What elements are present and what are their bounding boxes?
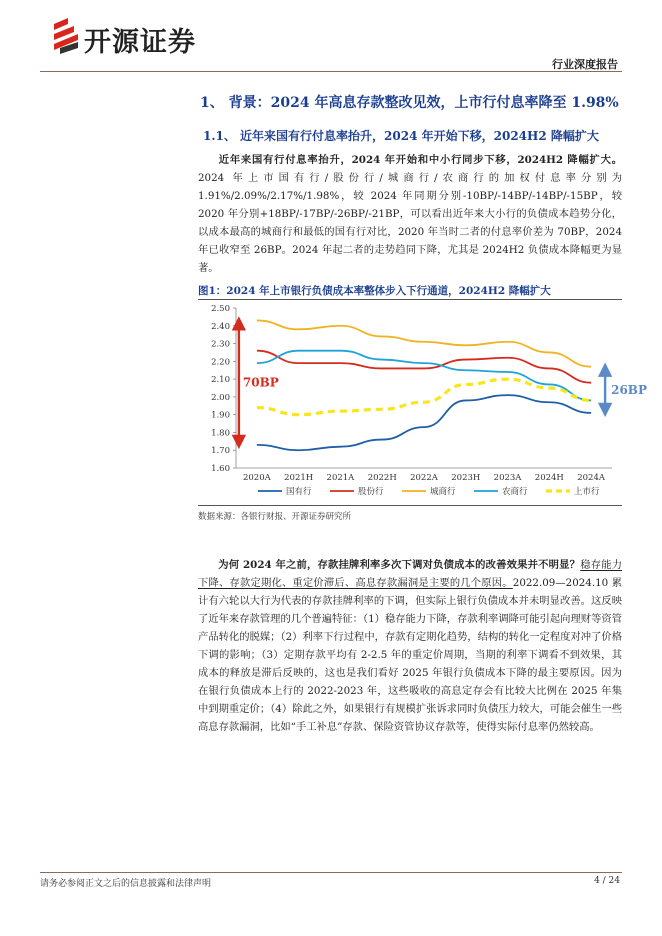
series-line-农商行 (257, 351, 591, 401)
legend-label-国有行: 国有行 (286, 487, 312, 497)
series-line-股份行 (257, 351, 591, 383)
figure-source: 数据来源：各银行财报、开源证券研究所 (198, 512, 352, 522)
legend-label-股份行: 股份行 (358, 487, 384, 497)
x-tick-label: 2024A (577, 473, 606, 483)
y-tick-label: 1.60 (211, 464, 230, 474)
paragraph-1 (198, 151, 622, 277)
legend-label-城商行: 城商行 (430, 487, 456, 497)
brand-logo-icon (50, 18, 80, 56)
x-tick-label: 2021A (326, 473, 355, 483)
line-chart (198, 300, 647, 504)
x-tick-label: 2023A (493, 473, 522, 483)
y-tick-label: 2.50 (211, 304, 230, 314)
header-divider (40, 71, 622, 72)
x-tick-label: 2022H (367, 473, 397, 483)
paragraph-2 (198, 556, 622, 736)
annotation-label-70BP: 70BP (242, 375, 279, 390)
y-tick-label: 1.90 (211, 410, 230, 421)
x-tick-label: 2021H (284, 473, 314, 483)
legend-label-农商行: 农商行 (502, 487, 528, 497)
footer-divider (40, 872, 622, 873)
report-type: 行业深度报告 (552, 58, 618, 71)
brand-name: 开源证券 (84, 27, 196, 58)
annotation-label-26BP: 26BP (611, 382, 647, 397)
y-tick-label: 2.00 (211, 392, 230, 403)
y-tick-label: 1.70 (211, 446, 230, 457)
x-tick-label: 2024H (534, 473, 564, 483)
y-tick-label: 1.80 (211, 428, 230, 439)
x-tick-label: 2023H (451, 473, 481, 483)
page-number: 4 / 24 (594, 876, 620, 886)
footer-disclaimer: 请务必参阅正文之后的信息披露和法律声明 (40, 879, 212, 889)
y-tick-label: 2.30 (211, 339, 230, 350)
paragraph-1-body: 2024 年上市国有行/股份行/城商行/农商行的加权付息率分别为 1.91%/2.09%/2.17%/1.98%，较 2024 年同期分别-10BP/-14BP/-14BP/-15BP，较 2020 年分别+18BP/-17BP/-26BP/-21BP，可以看出近年来大小行的负债成本趋势分化，以成本最高的城商行和最低的国有行对比，2020 年当时二者的付息率价差为 70BP，2024 年已收窄至 26BP。2024 年起二者的走势趋同下降，尤其是 2024H2 负债成本降幅更为显著。 (198, 172, 622, 274)
paragraph-2-lead-underlined: 稳存能力下降、存款定期化、重定价滞后、高息存款漏洞是主要的几个原因。 (198, 559, 623, 589)
section-heading: 1、 背景：2024 年高息存款整改见效，上市行付息率降至 1.98% (200, 95, 619, 111)
figure-title: 图1：2024 年上市银行负债成本率整体步入下行通道，2024H2 降幅扩大 (198, 285, 551, 297)
paragraph-2-lead: 为何 2024 年之前，存款挂牌利率多次下调对负债成本的改善效果并不明显？ (218, 559, 581, 571)
y-tick-label: 2.20 (211, 357, 230, 368)
y-tick-label: 2.10 (211, 375, 230, 386)
paragraph-2-body: 2022.09—2024.10 累计有六轮以大行为代表的存款挂牌利率的下调，但实际上银行负债成本并未明显改善。这反映了近年来存款管理的几个普遍特征：（1）稳存能力下降，存款利率调降可能引起向理财等资管产品转化的脱媒；（2）利率下行过程中，存款有定期化趋势，结构的转化一定程度对冲了价格下调的影响；（3）定期存款平均有 2-2.5 年的重定价周期，当期的利率下调看不到效果，其成本的释放是滞后反映的，这也是我们看好 2025 年银行负债成本下降的最主要原因。因为在银行负债成本上行的 2022-2023 年，这些吸收的高息定存会有比较大比例在 2025 年集中到期重定价；（4）除此之外，如果银行有规模扩张诉求同时负债压力较大，可能会催生一些高息存款漏洞，比如“手工补息”存款、保险资管协议存款等，使得实际付息率仍然较高。 (198, 577, 623, 733)
x-tick-label: 2022A (410, 473, 438, 483)
legend-label-上市行: 上市行 (574, 487, 600, 497)
y-tick-label: 2.40 (211, 321, 230, 332)
x-tick-label: 2020A (242, 473, 271, 483)
paragraph-1-lead: 近年来国有行付息率抬升，2024 年开始和中小行同步下移，2024H2 降幅扩大。 (218, 154, 622, 166)
series-line-城商行 (257, 320, 591, 366)
figure-bottom-rule (198, 505, 622, 506)
subsection-heading: 1.1、 近年来国有行付息率抬升，2024 年开始下移，2024H2 降幅扩大 (203, 129, 599, 143)
